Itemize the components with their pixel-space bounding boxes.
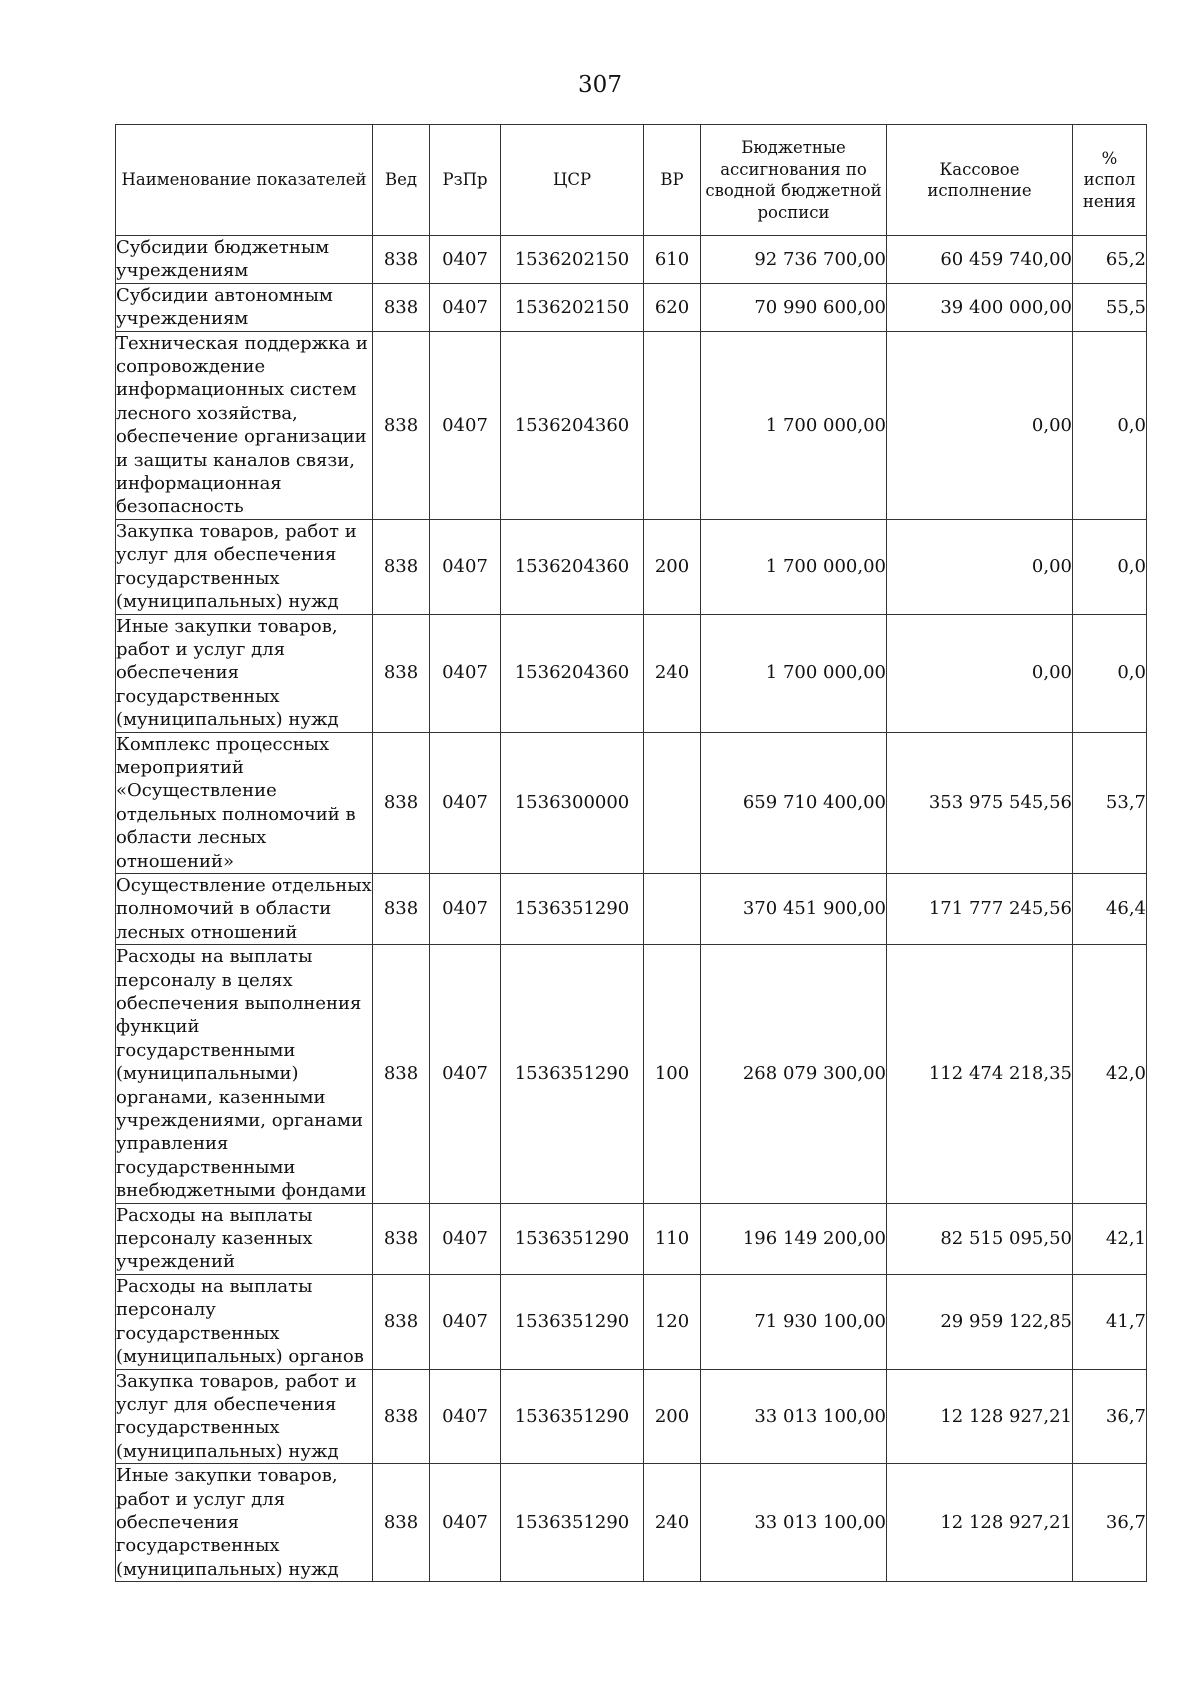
- cell-rzpr: 0407: [430, 331, 501, 519]
- header-row: [116, 125, 1147, 236]
- cell-rzpr: 0407: [430, 873, 501, 944]
- cell-vr: [644, 331, 701, 519]
- table-row: [116, 331, 1147, 519]
- cell-ved: 838: [373, 1369, 430, 1464]
- cell-csr: 1536351290: [501, 945, 644, 1203]
- cell-cash: 112 474 218,35: [887, 945, 1073, 1203]
- cell-budget: 659 710 400,00: [701, 732, 887, 873]
- cell-percent: 42,1: [1073, 1203, 1147, 1274]
- cell-ved: 838: [373, 1274, 430, 1369]
- header-budget: Бюджетные ассигнования по сводной бюджетной росписи: [701, 125, 887, 236]
- cell-vr: [644, 873, 701, 944]
- cell-csr: 1536300000: [501, 732, 644, 873]
- cell-csr: 1536351290: [501, 1464, 644, 1582]
- cell-cash: 12 128 927,21: [887, 1464, 1073, 1582]
- cell-name: Иные закупки товаров, работ и услуг для обеспечения государственных (муниципальных) нужд: [116, 614, 373, 732]
- cell-percent: 46,4: [1073, 873, 1147, 944]
- cell-budget: 33 013 100,00: [701, 1369, 887, 1464]
- header-name: Наименование показателей: [116, 125, 373, 236]
- cell-ved: 838: [373, 945, 430, 1203]
- cell-rzpr: 0407: [430, 732, 501, 873]
- cell-vr: [644, 732, 701, 873]
- cell-budget: 196 149 200,00: [701, 1203, 887, 1274]
- cell-budget: 70 990 600,00: [701, 283, 887, 331]
- cell-percent: 53,7: [1073, 732, 1147, 873]
- cell-budget: 268 079 300,00: [701, 945, 887, 1203]
- cell-csr: 1536202150: [501, 283, 644, 331]
- cell-percent: 55,5: [1073, 283, 1147, 331]
- cell-cash: 39 400 000,00: [887, 283, 1073, 331]
- cell-cash: 82 515 095,50: [887, 1203, 1073, 1274]
- cell-name: Комплекс процессных мероприятий «Осуществление отдельных полномочий в области лесных отношений»: [116, 732, 373, 873]
- cell-percent: 36,7: [1073, 1369, 1147, 1464]
- cell-cash: 0,00: [887, 614, 1073, 732]
- budget-execution-table: [115, 124, 1147, 1582]
- cell-ved: 838: [373, 873, 430, 944]
- table-row: [116, 1274, 1147, 1369]
- table-row: [116, 732, 1147, 873]
- cell-budget: 1 700 000,00: [701, 614, 887, 732]
- cell-csr: 1536351290: [501, 1203, 644, 1274]
- cell-vr: 200: [644, 519, 701, 614]
- cell-cash: 171 777 245,56: [887, 873, 1073, 944]
- table-row: [116, 1203, 1147, 1274]
- cell-budget: 370 451 900,00: [701, 873, 887, 944]
- cell-vr: 610: [644, 236, 701, 284]
- cell-ved: 838: [373, 519, 430, 614]
- cell-name: Расходы на выплаты персоналу в целях обеспечения выполнения функций государственными (муниципальными) органами, казенными учреждениями, органами управления государственными внебюджетными фондами: [116, 945, 373, 1203]
- cell-name: Осуществление отдельных полномочий в области лесных отношений: [116, 874, 372, 943]
- table-row: [116, 1369, 1147, 1464]
- cell-budget: 1 700 000,00: [701, 519, 887, 614]
- header-cash: Кассовое исполнение: [887, 125, 1073, 236]
- cell-percent: 42,0: [1073, 945, 1147, 1203]
- cell-name: Закупка товаров, работ и услуг для обеспечения государственных (муниципальных) нужд: [116, 1369, 373, 1464]
- table-row: [116, 614, 1147, 732]
- cell-budget: 92 736 700,00: [701, 236, 887, 284]
- cell-rzpr: 0407: [430, 614, 501, 732]
- cell-rzpr: 0407: [430, 519, 501, 614]
- cell-ved: 838: [373, 1203, 430, 1274]
- cell-vr: 200: [644, 1369, 701, 1464]
- header-vr: ВР: [644, 125, 701, 236]
- cell-percent: 0,0: [1073, 331, 1147, 519]
- cell-csr: 1536351290: [501, 1369, 644, 1464]
- cell-percent: 65,2: [1073, 236, 1147, 284]
- table-row: [116, 236, 1147, 284]
- cell-rzpr: 0407: [430, 1464, 501, 1582]
- cell-csr: 1536204360: [501, 331, 644, 519]
- cell-name: Закупка товаров, работ и услуг для обеспечения государственных (муниципальных) нужд: [116, 519, 373, 614]
- cell-name: Иные закупки товаров, работ и услуг для обеспечения государственных (муниципальных) нужд: [116, 1464, 373, 1582]
- cell-vr: 240: [644, 1464, 701, 1582]
- cell-ved: 838: [373, 236, 430, 284]
- cell-csr: 1536351290: [501, 873, 644, 944]
- cell-percent: 0,0: [1073, 614, 1147, 732]
- table-row: [116, 283, 1147, 331]
- cell-cash: 12 128 927,21: [887, 1369, 1073, 1464]
- cell-rzpr: 0407: [430, 1274, 501, 1369]
- cell-vr: 620: [644, 283, 701, 331]
- cell-name: Субсидии автономным учреждениям: [116, 283, 373, 331]
- cell-ved: 838: [373, 331, 430, 519]
- cell-csr: 1536202150: [501, 236, 644, 284]
- cell-ved: 838: [373, 283, 430, 331]
- cell-name: Техническая поддержка и сопровождение информационных систем лесного хозяйства, обеспечение организации и защиты каналов связи, информационная безопасность: [116, 331, 373, 519]
- cell-csr: 1536204360: [501, 519, 644, 614]
- cell-cash: 353 975 545,56: [887, 732, 1073, 873]
- cell-ved: 838: [373, 1464, 430, 1582]
- cell-budget: 1 700 000,00: [701, 331, 887, 519]
- header-rzpr: РзПр: [430, 125, 501, 236]
- cell-vr: 110: [644, 1203, 701, 1274]
- header-percent: % испол нения: [1073, 125, 1147, 236]
- table-row: [116, 873, 1147, 944]
- header-csr: ЦСР: [501, 125, 644, 236]
- table-row: [116, 1464, 1147, 1582]
- cell-budget: 71 930 100,00: [701, 1274, 887, 1369]
- cell-ved: 838: [373, 732, 430, 873]
- cell-vr: 120: [644, 1274, 701, 1369]
- page-number: 307: [578, 72, 622, 98]
- cell-vr: 240: [644, 614, 701, 732]
- cell-percent: 0,0: [1073, 519, 1147, 614]
- cell-rzpr: 0407: [430, 236, 501, 284]
- cell-csr: 1536204360: [501, 614, 644, 732]
- cell-vr: 100: [644, 945, 701, 1203]
- cell-cash: 0,00: [887, 519, 1073, 614]
- cell-budget: 33 013 100,00: [701, 1464, 887, 1582]
- header-ved: Вед: [373, 125, 430, 236]
- cell-rzpr: 0407: [430, 945, 501, 1203]
- table-row: [116, 945, 1147, 1203]
- cell-name: Расходы на выплаты персоналу казенных учреждений: [116, 1203, 373, 1274]
- cell-cash: 0,00: [887, 331, 1073, 519]
- table-row: [116, 519, 1147, 614]
- cell-name: Расходы на выплаты персоналу государственных (муниципальных) органов: [116, 1274, 373, 1369]
- cell-cash: 60 459 740,00: [887, 236, 1073, 284]
- cell-percent: 36,7: [1073, 1464, 1147, 1582]
- cell-cash: 29 959 122,85: [887, 1274, 1073, 1369]
- cell-name: Субсидии бюджетным учреждениям: [116, 236, 373, 284]
- cell-ved: 838: [373, 614, 430, 732]
- cell-rzpr: 0407: [430, 283, 501, 331]
- cell-rzpr: 0407: [430, 1369, 501, 1464]
- cell-percent: 41,7: [1073, 1274, 1147, 1369]
- cell-csr: 1536351290: [501, 1274, 644, 1369]
- cell-rzpr: 0407: [430, 1203, 501, 1274]
